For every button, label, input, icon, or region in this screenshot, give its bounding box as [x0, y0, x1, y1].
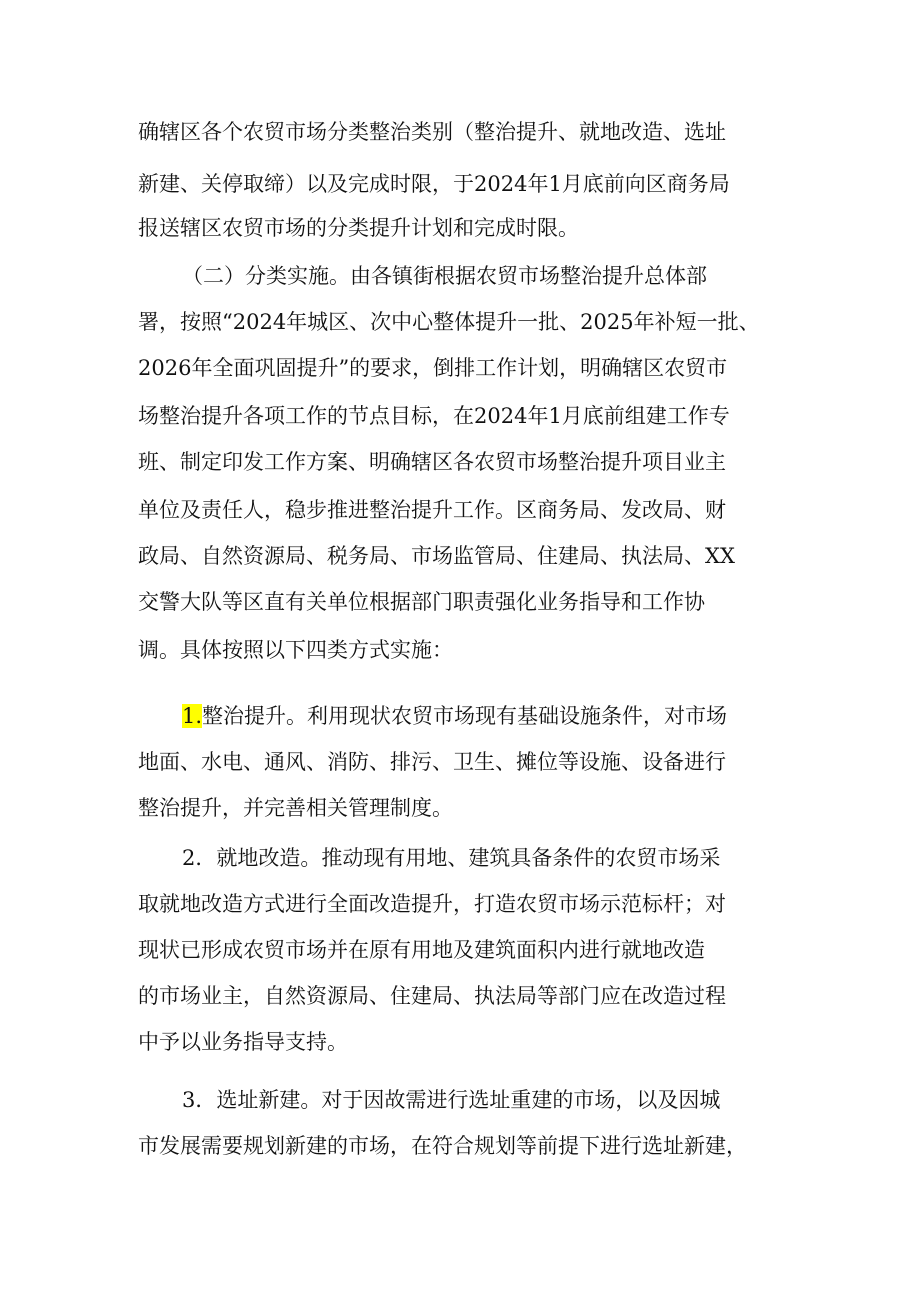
text-line: 2．就地改造。推动现有用地、建筑具备条件的农贸市场采 — [182, 846, 721, 870]
text-line: 调。具体按照以下四类方式实施： — [138, 638, 453, 662]
text-line: 现状已形成农贸市场并在原有用地及建筑面积内进行就地改造 — [138, 938, 705, 962]
text-line: 单位及责任人，稳步推进整治提升工作。区商务局、发改局、财 — [138, 498, 726, 522]
text-line: 取就地改造方式进行全面改造提升，打造农贸市场示范标杆；对 — [138, 892, 726, 916]
text-line: 新建、关停取缔）以及完成时限，于2024年1月底前向区商务局 — [138, 172, 730, 196]
text-line: 整治提升，并完善相关管理制度。 — [138, 796, 453, 820]
text-line: 场整治提升各项工作的节点目标，在2024年1月底前组建工作专 — [138, 404, 730, 428]
list-marker-highlight: 1. — [182, 704, 203, 728]
text-line: 政局、自然资源局、税务局、市场监管局、住建局、执法局、XX — [138, 544, 735, 568]
text-line: 班、制定印发工作方案、明确辖区各农贸市场整治提升项目业主 — [138, 450, 726, 474]
text-line: 2026年全面巩固提升”的要求，倒排工作计划，明确辖区农贸市 — [138, 356, 728, 380]
text-span: 整治提升。利用现状农贸市场现有基础设施条件，对市场 — [202, 704, 728, 728]
text-line: 确辖区各个农贸市场分类整治类别（整治提升、就地改造、选址 — [138, 120, 726, 144]
text-line: 的市场业主，自然资源局、住建局、执法局等部门应在改造过程 — [138, 984, 726, 1008]
text-line: 署，按照“2024年城区、次中心整体提升一批、2025年补短一批、 — [138, 310, 760, 334]
text-line: 交警大队等区直有关单位根据部门职责强化业务指导和工作协 — [138, 590, 705, 614]
text-line: 中予以业务指导支持。 — [138, 1030, 348, 1054]
list-item-1-line — [182, 696, 788, 736]
text-line: 3．选址新建。对于因故需进行选址重建的市场，以及因城 — [182, 1088, 721, 1112]
text-line: 地面、水电、通风、消防、排污、卫生、摊位等设施、设备进行 — [138, 750, 726, 774]
text-line: （二）分类实施。由各镇街根据农贸市场整治提升总体部 — [182, 264, 707, 288]
text-line: 报送辖区农贸市场的分类提升计划和完成时限。 — [138, 216, 579, 240]
text-line: 市发展需要规划新建的市场，在符合规划等前提下进行选址新建， — [138, 1134, 747, 1158]
